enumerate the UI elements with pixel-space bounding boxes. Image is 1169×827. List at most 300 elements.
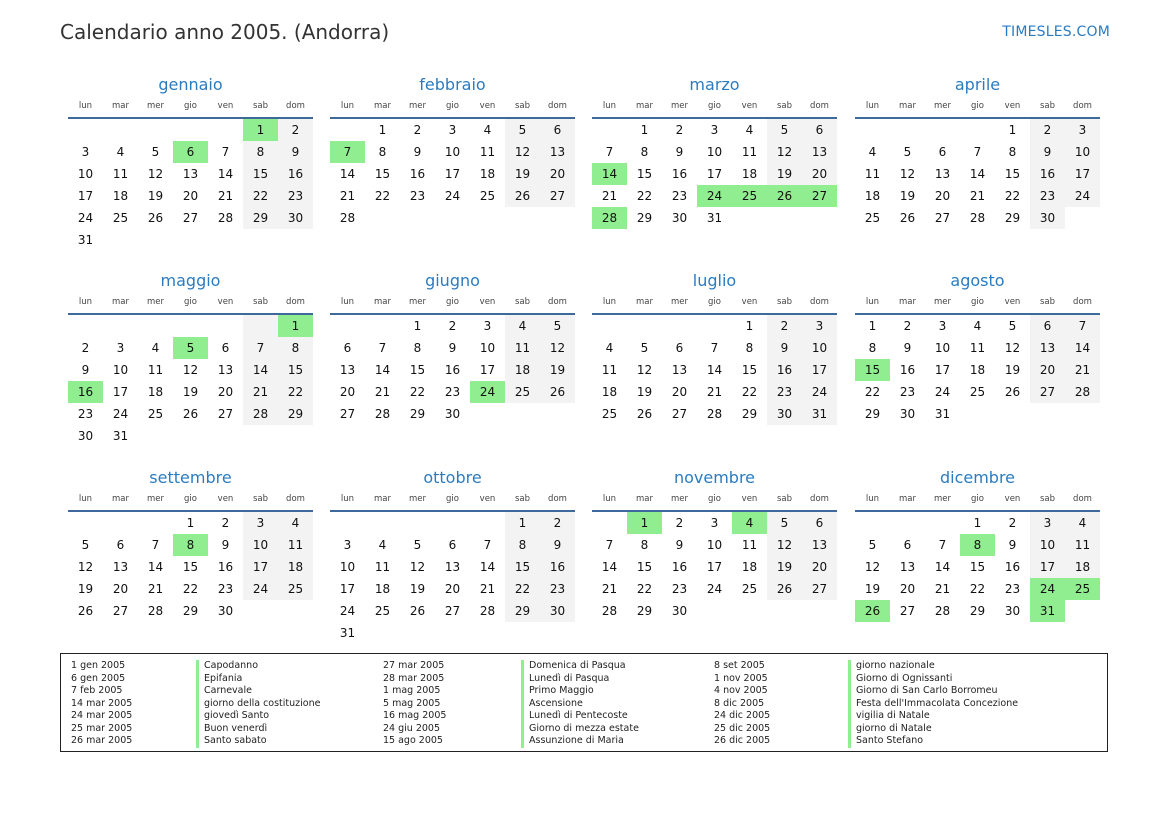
day-cell: 6 xyxy=(343,341,352,355)
day-cell: 6 xyxy=(802,119,837,141)
weekday-label: dom xyxy=(548,101,567,111)
day-cell: 26 xyxy=(767,185,802,207)
empty-cell xyxy=(243,600,278,622)
week-row xyxy=(330,534,575,556)
page-title: Calendario anno 2005. (Andorra) xyxy=(60,20,390,44)
empty-cell xyxy=(662,315,697,337)
weekday-label: mar xyxy=(899,101,916,111)
day-cell: 25 xyxy=(278,578,313,600)
weekday-label: mer xyxy=(408,101,426,111)
day-cell: 21 xyxy=(601,189,618,203)
weekday-header xyxy=(330,492,575,512)
day-cell: 24 xyxy=(934,385,951,399)
day-cell: 31 xyxy=(934,407,951,421)
day-cell: 10 xyxy=(1030,534,1065,556)
empty-cell xyxy=(400,207,435,229)
holiday-date: 27 mar 2005 xyxy=(383,660,445,671)
week-row xyxy=(592,337,837,359)
empty-cell xyxy=(1065,600,1100,622)
day-cell: 22 xyxy=(1004,189,1021,203)
weekday-label: mar xyxy=(112,297,129,307)
day-cell: 21 xyxy=(934,582,951,596)
day-cell: 20 xyxy=(112,582,129,596)
holiday-date: 26 mar 2005 xyxy=(71,735,133,746)
calendar-grid xyxy=(68,74,1102,640)
weekday-label: ven xyxy=(1004,494,1021,504)
week-row xyxy=(68,163,313,185)
day-cell: 28 xyxy=(339,211,356,225)
week-row xyxy=(592,207,837,229)
empty-cell xyxy=(855,119,890,141)
day-cell: 5 xyxy=(413,538,422,552)
day-cell: 15 xyxy=(374,167,391,181)
weekday-header xyxy=(330,99,575,119)
weekday-label: sab xyxy=(776,101,793,111)
holiday-dates-column xyxy=(714,660,770,748)
empty-cell xyxy=(103,119,138,141)
empty-cell xyxy=(330,315,365,337)
weekday-header xyxy=(592,295,837,315)
weekday-label: sab xyxy=(776,494,793,504)
month-luglio xyxy=(592,270,837,425)
day-cell: 26 xyxy=(899,211,916,225)
day-cell: 26 xyxy=(1004,385,1021,399)
day-cell: 13 xyxy=(182,167,199,181)
month-name: gennaio xyxy=(158,75,223,94)
week-row xyxy=(855,403,1100,425)
day-cell: 15 xyxy=(855,359,890,381)
day-cell: 18 xyxy=(969,363,986,377)
weekday-label: lun xyxy=(602,101,617,111)
day-cell: 28 xyxy=(592,207,627,229)
holiday-date: 4 nov 2005 xyxy=(714,685,768,696)
day-cell: 15 xyxy=(1004,167,1021,181)
day-cell: 13 xyxy=(802,534,837,556)
day-cell: 17 xyxy=(77,189,94,203)
day-cell: 26 xyxy=(855,600,890,622)
day-cell: 7 xyxy=(243,337,278,359)
empty-cell xyxy=(138,315,173,337)
day-cell: 16 xyxy=(278,163,313,185)
weekday-label: sab xyxy=(1039,297,1056,307)
empty-cell xyxy=(278,229,313,251)
day-cell: 15 xyxy=(636,560,653,574)
day-cell: 18 xyxy=(1065,556,1100,578)
day-cell: 10 xyxy=(243,534,278,556)
holiday-dates-column xyxy=(383,660,446,748)
day-cell: 21 xyxy=(479,582,496,596)
day-cell: 5 xyxy=(868,538,877,552)
day-cell: 11 xyxy=(864,167,881,181)
day-cell: 25 xyxy=(732,185,767,207)
day-cell: 18 xyxy=(278,556,313,578)
weekday-label: gio xyxy=(184,494,197,504)
day-cell: 2 xyxy=(413,123,422,137)
weekday-label: dom xyxy=(286,101,305,111)
day-cell: 6 xyxy=(903,538,912,552)
empty-cell xyxy=(540,403,575,425)
day-cell: 27 xyxy=(540,185,575,207)
day-cell: 17 xyxy=(1065,163,1100,185)
weekday-label: sab xyxy=(1039,101,1056,111)
weekday-label: mar xyxy=(112,101,129,111)
day-cell: 4 xyxy=(116,145,125,159)
day-cell: 26 xyxy=(540,381,575,403)
weekday-label: dom xyxy=(810,297,829,307)
empty-cell xyxy=(435,622,470,644)
empty-cell xyxy=(505,403,540,425)
empty-cell xyxy=(243,315,278,337)
day-cell: 30 xyxy=(540,600,575,622)
weekday-label: gio xyxy=(446,297,459,307)
day-cell: 25 xyxy=(864,211,881,225)
weekday-label: gio xyxy=(708,494,721,504)
holiday-name: Ascensione xyxy=(529,697,583,709)
day-cell: 11 xyxy=(741,538,758,552)
weekday-label: mar xyxy=(374,494,391,504)
day-cell: 1 xyxy=(745,319,754,333)
day-cell: 1 xyxy=(640,123,649,137)
day-cell: 11 xyxy=(479,145,496,159)
day-cell: 5 xyxy=(540,315,575,337)
day-cell: 7 xyxy=(605,538,614,552)
day-cell: 23 xyxy=(671,582,688,596)
day-cell: 9 xyxy=(81,363,90,377)
weekday-label: dom xyxy=(286,494,305,504)
month-dicembre xyxy=(855,467,1100,622)
day-cell: 2 xyxy=(675,516,684,530)
holiday-name: Capodanno xyxy=(204,660,259,671)
day-cell: 9 xyxy=(221,538,230,552)
empty-cell xyxy=(505,207,540,229)
month-marzo xyxy=(592,74,837,229)
day-cell: 13 xyxy=(899,560,916,574)
day-cell: 13 xyxy=(112,560,129,574)
holiday-name: Lunedì di Pasqua xyxy=(529,672,610,684)
day-cell: 22 xyxy=(409,385,426,399)
week-row xyxy=(855,141,1100,163)
day-cell: 2 xyxy=(1008,516,1017,530)
day-cell: 28 xyxy=(1065,381,1100,403)
day-cell: 19 xyxy=(767,556,802,578)
day-cell: 20 xyxy=(540,163,575,185)
empty-cell xyxy=(592,512,627,534)
day-cell: 20 xyxy=(899,582,916,596)
day-cell: 21 xyxy=(1065,359,1100,381)
day-cell: 6 xyxy=(173,141,208,163)
day-cell: 12 xyxy=(182,363,199,377)
day-cell: 27 xyxy=(112,604,129,618)
day-cell: 28 xyxy=(934,604,951,618)
day-cell: 31 xyxy=(112,429,129,443)
day-cell: 2 xyxy=(278,119,313,141)
day-cell: 23 xyxy=(217,582,234,596)
holiday-date: 15 ago 2005 xyxy=(383,735,443,746)
weekday-label: ven xyxy=(217,101,234,111)
day-cell: 14 xyxy=(479,560,496,574)
day-cell: 15 xyxy=(278,359,313,381)
day-cell: 20 xyxy=(934,189,951,203)
week-row xyxy=(330,359,575,381)
day-cell: 16 xyxy=(409,167,426,181)
day-cell: 20 xyxy=(182,189,199,203)
weekday-label: mer xyxy=(408,297,426,307)
day-cell: 14 xyxy=(601,560,618,574)
day-cell: 6 xyxy=(938,145,947,159)
day-cell: 9 xyxy=(1030,141,1065,163)
day-cell: 11 xyxy=(112,167,129,181)
day-cell: 17 xyxy=(802,359,837,381)
day-cell: 3 xyxy=(710,516,719,530)
empty-cell xyxy=(208,119,243,141)
day-cell: 29 xyxy=(1004,211,1021,225)
week-row xyxy=(330,185,575,207)
weekday-label: sab xyxy=(1039,494,1056,504)
holiday-date: 26 dic 2005 xyxy=(714,735,771,746)
day-cell: 28 xyxy=(706,407,723,421)
day-cell: 5 xyxy=(1008,319,1017,333)
day-cell: 27 xyxy=(899,604,916,618)
weekday-header xyxy=(330,295,575,315)
day-cell: 31 xyxy=(802,403,837,425)
day-cell: 26 xyxy=(505,185,540,207)
weekday-label: mar xyxy=(112,494,129,504)
day-cell: 1 xyxy=(627,512,662,534)
day-cell: 9 xyxy=(540,534,575,556)
empty-cell xyxy=(1030,403,1065,425)
weekday-label: ven xyxy=(217,297,234,307)
week-row xyxy=(855,207,1100,229)
day-cell: 9 xyxy=(675,538,684,552)
weekday-label: lun xyxy=(602,494,617,504)
day-cell: 16 xyxy=(1030,163,1065,185)
weekday-label: mar xyxy=(374,101,391,111)
day-cell: 9 xyxy=(1008,538,1017,552)
day-cell: 24 xyxy=(697,185,732,207)
month-settembre xyxy=(68,467,313,622)
week-row xyxy=(855,600,1100,622)
weekday-label: gio xyxy=(184,297,197,307)
empty-cell xyxy=(890,512,925,534)
day-cell: 22 xyxy=(741,385,758,399)
day-cell: 14 xyxy=(147,560,164,574)
day-cell: 10 xyxy=(802,337,837,359)
day-cell: 16 xyxy=(1004,560,1021,574)
empty-cell xyxy=(138,425,173,447)
day-cell: 28 xyxy=(147,604,164,618)
day-cell: 3 xyxy=(448,123,457,137)
day-cell: 24 xyxy=(802,381,837,403)
day-cell: 3 xyxy=(802,315,837,337)
weekday-label: ven xyxy=(741,494,758,504)
day-cell: 15 xyxy=(636,167,653,181)
weekday-label: mer xyxy=(146,494,164,504)
day-cell: 17 xyxy=(934,363,951,377)
day-cell: 2 xyxy=(221,516,230,530)
holiday-dates-column xyxy=(71,660,132,748)
day-cell: 11 xyxy=(1065,534,1100,556)
day-cell: 9 xyxy=(278,141,313,163)
month-novembre xyxy=(592,467,837,622)
day-cell: 10 xyxy=(77,167,94,181)
day-cell: 8 xyxy=(1008,145,1017,159)
day-cell: 31 xyxy=(1030,600,1065,622)
day-cell: 12 xyxy=(767,141,802,163)
day-cell: 17 xyxy=(1030,556,1065,578)
day-cell: 12 xyxy=(505,141,540,163)
week-row xyxy=(330,337,575,359)
day-cell: 14 xyxy=(592,163,627,185)
day-cell: 30 xyxy=(1004,604,1021,618)
weekday-label: mer xyxy=(933,297,951,307)
weekday-label: mer xyxy=(670,101,688,111)
empty-cell xyxy=(925,512,960,534)
day-cell: 14 xyxy=(934,560,951,574)
empty-cell xyxy=(68,512,103,534)
empty-cell xyxy=(592,119,627,141)
week-row xyxy=(855,578,1100,600)
day-cell: 27 xyxy=(802,578,837,600)
weekday-label: ven xyxy=(479,494,496,504)
day-cell: 8 xyxy=(745,341,754,355)
empty-cell xyxy=(540,622,575,644)
day-cell: 23 xyxy=(899,385,916,399)
empty-cell xyxy=(890,119,925,141)
month-name: maggio xyxy=(160,271,221,290)
week-row xyxy=(330,512,575,534)
day-cell: 30 xyxy=(444,407,461,421)
week-row xyxy=(855,337,1100,359)
empty-cell xyxy=(208,229,243,251)
holiday-name: Domenica di Pasqua xyxy=(529,660,626,671)
day-cell: 28 xyxy=(601,604,618,618)
day-cell: 14 xyxy=(706,363,723,377)
week-row xyxy=(592,141,837,163)
day-cell: 4 xyxy=(1065,512,1100,534)
holiday-date: 5 mag 2005 xyxy=(383,697,441,709)
holiday-name: Giorno di San Carlo Borromeu xyxy=(856,685,998,696)
day-cell: 7 xyxy=(151,538,160,552)
weekday-label: lun xyxy=(865,297,880,307)
day-cell: 1 xyxy=(973,516,982,530)
day-cell: 15 xyxy=(409,363,426,377)
day-cell: 2 xyxy=(448,319,457,333)
day-cell: 4 xyxy=(868,145,877,159)
week-row xyxy=(68,359,313,381)
empty-cell xyxy=(278,600,313,622)
day-cell: 7 xyxy=(330,141,365,163)
week-row xyxy=(68,185,313,207)
holiday-date: 16 mag 2005 xyxy=(383,710,447,721)
day-cell: 16 xyxy=(671,167,688,181)
weekday-label: lun xyxy=(865,101,880,111)
holiday-date: 8 dic 2005 xyxy=(714,697,765,709)
day-cell: 16 xyxy=(899,363,916,377)
weekday-label: gio xyxy=(446,494,459,504)
day-cell: 30 xyxy=(1030,207,1065,229)
day-cell: 6 xyxy=(802,512,837,534)
day-cell: 14 xyxy=(969,167,986,181)
day-cell: 30 xyxy=(899,407,916,421)
day-cell: 1 xyxy=(278,315,313,337)
day-cell: 29 xyxy=(969,604,986,618)
day-cell: 12 xyxy=(77,560,94,574)
weekday-label: mer xyxy=(146,101,164,111)
day-cell: 27 xyxy=(802,185,837,207)
empty-cell xyxy=(1065,403,1100,425)
day-cell: 3 xyxy=(938,319,947,333)
day-cell: 5 xyxy=(767,512,802,534)
day-cell: 7 xyxy=(938,538,947,552)
holiday-name: Epifania xyxy=(204,672,243,684)
day-cell: 25 xyxy=(741,582,758,596)
day-cell: 3 xyxy=(81,145,90,159)
weekday-label: dom xyxy=(1073,101,1092,111)
month-name: settembre xyxy=(149,468,232,487)
month-name: giugno xyxy=(425,271,480,290)
week-row xyxy=(855,163,1100,185)
holiday-date: 7 feb 2005 xyxy=(71,685,123,696)
day-cell: 22 xyxy=(278,381,313,403)
week-row xyxy=(592,600,837,622)
week-row xyxy=(855,512,1100,534)
day-cell: 21 xyxy=(969,189,986,203)
day-cell: 29 xyxy=(409,407,426,421)
weekday-label: lun xyxy=(340,101,355,111)
day-cell: 10 xyxy=(339,560,356,574)
day-cell: 2 xyxy=(1030,119,1065,141)
weekday-label: dom xyxy=(1073,297,1092,307)
day-cell: 29 xyxy=(505,600,540,622)
day-cell: 30 xyxy=(671,604,688,618)
day-cell: 16 xyxy=(444,363,461,377)
day-cell: 4 xyxy=(378,538,387,552)
day-cell: 28 xyxy=(374,407,391,421)
day-cell: 1 xyxy=(186,516,195,530)
day-cell: 4 xyxy=(745,123,754,137)
weekday-label: lun xyxy=(340,297,355,307)
week-row xyxy=(592,556,837,578)
day-cell: 12 xyxy=(409,560,426,574)
day-cell: 21 xyxy=(601,582,618,596)
empty-cell xyxy=(138,229,173,251)
empty-cell xyxy=(103,512,138,534)
day-cell: 6 xyxy=(448,538,457,552)
day-cell: 29 xyxy=(182,604,199,618)
day-cell: 19 xyxy=(767,163,802,185)
weekday-label: sab xyxy=(252,297,269,307)
weekday-label: lun xyxy=(78,297,93,307)
day-cell: 2 xyxy=(675,123,684,137)
empty-cell xyxy=(365,315,400,337)
weekday-header xyxy=(855,99,1100,119)
day-cell: 26 xyxy=(767,578,802,600)
week-row xyxy=(68,578,313,600)
holiday-name: giovedì Santo xyxy=(204,710,270,721)
day-cell: 1 xyxy=(378,123,387,137)
weekday-header xyxy=(592,99,837,119)
day-cell: 8 xyxy=(505,534,540,556)
day-cell: 17 xyxy=(444,167,461,181)
day-cell: 7 xyxy=(1065,315,1100,337)
day-cell: 3 xyxy=(710,123,719,137)
empty-cell xyxy=(243,229,278,251)
day-cell: 8 xyxy=(278,337,313,359)
holiday-date: 1 nov 2005 xyxy=(714,672,768,684)
day-cell: 17 xyxy=(706,167,723,181)
day-cell: 12 xyxy=(864,560,881,574)
brand-link[interactable]: TIMESLES.COM xyxy=(1002,24,1110,40)
